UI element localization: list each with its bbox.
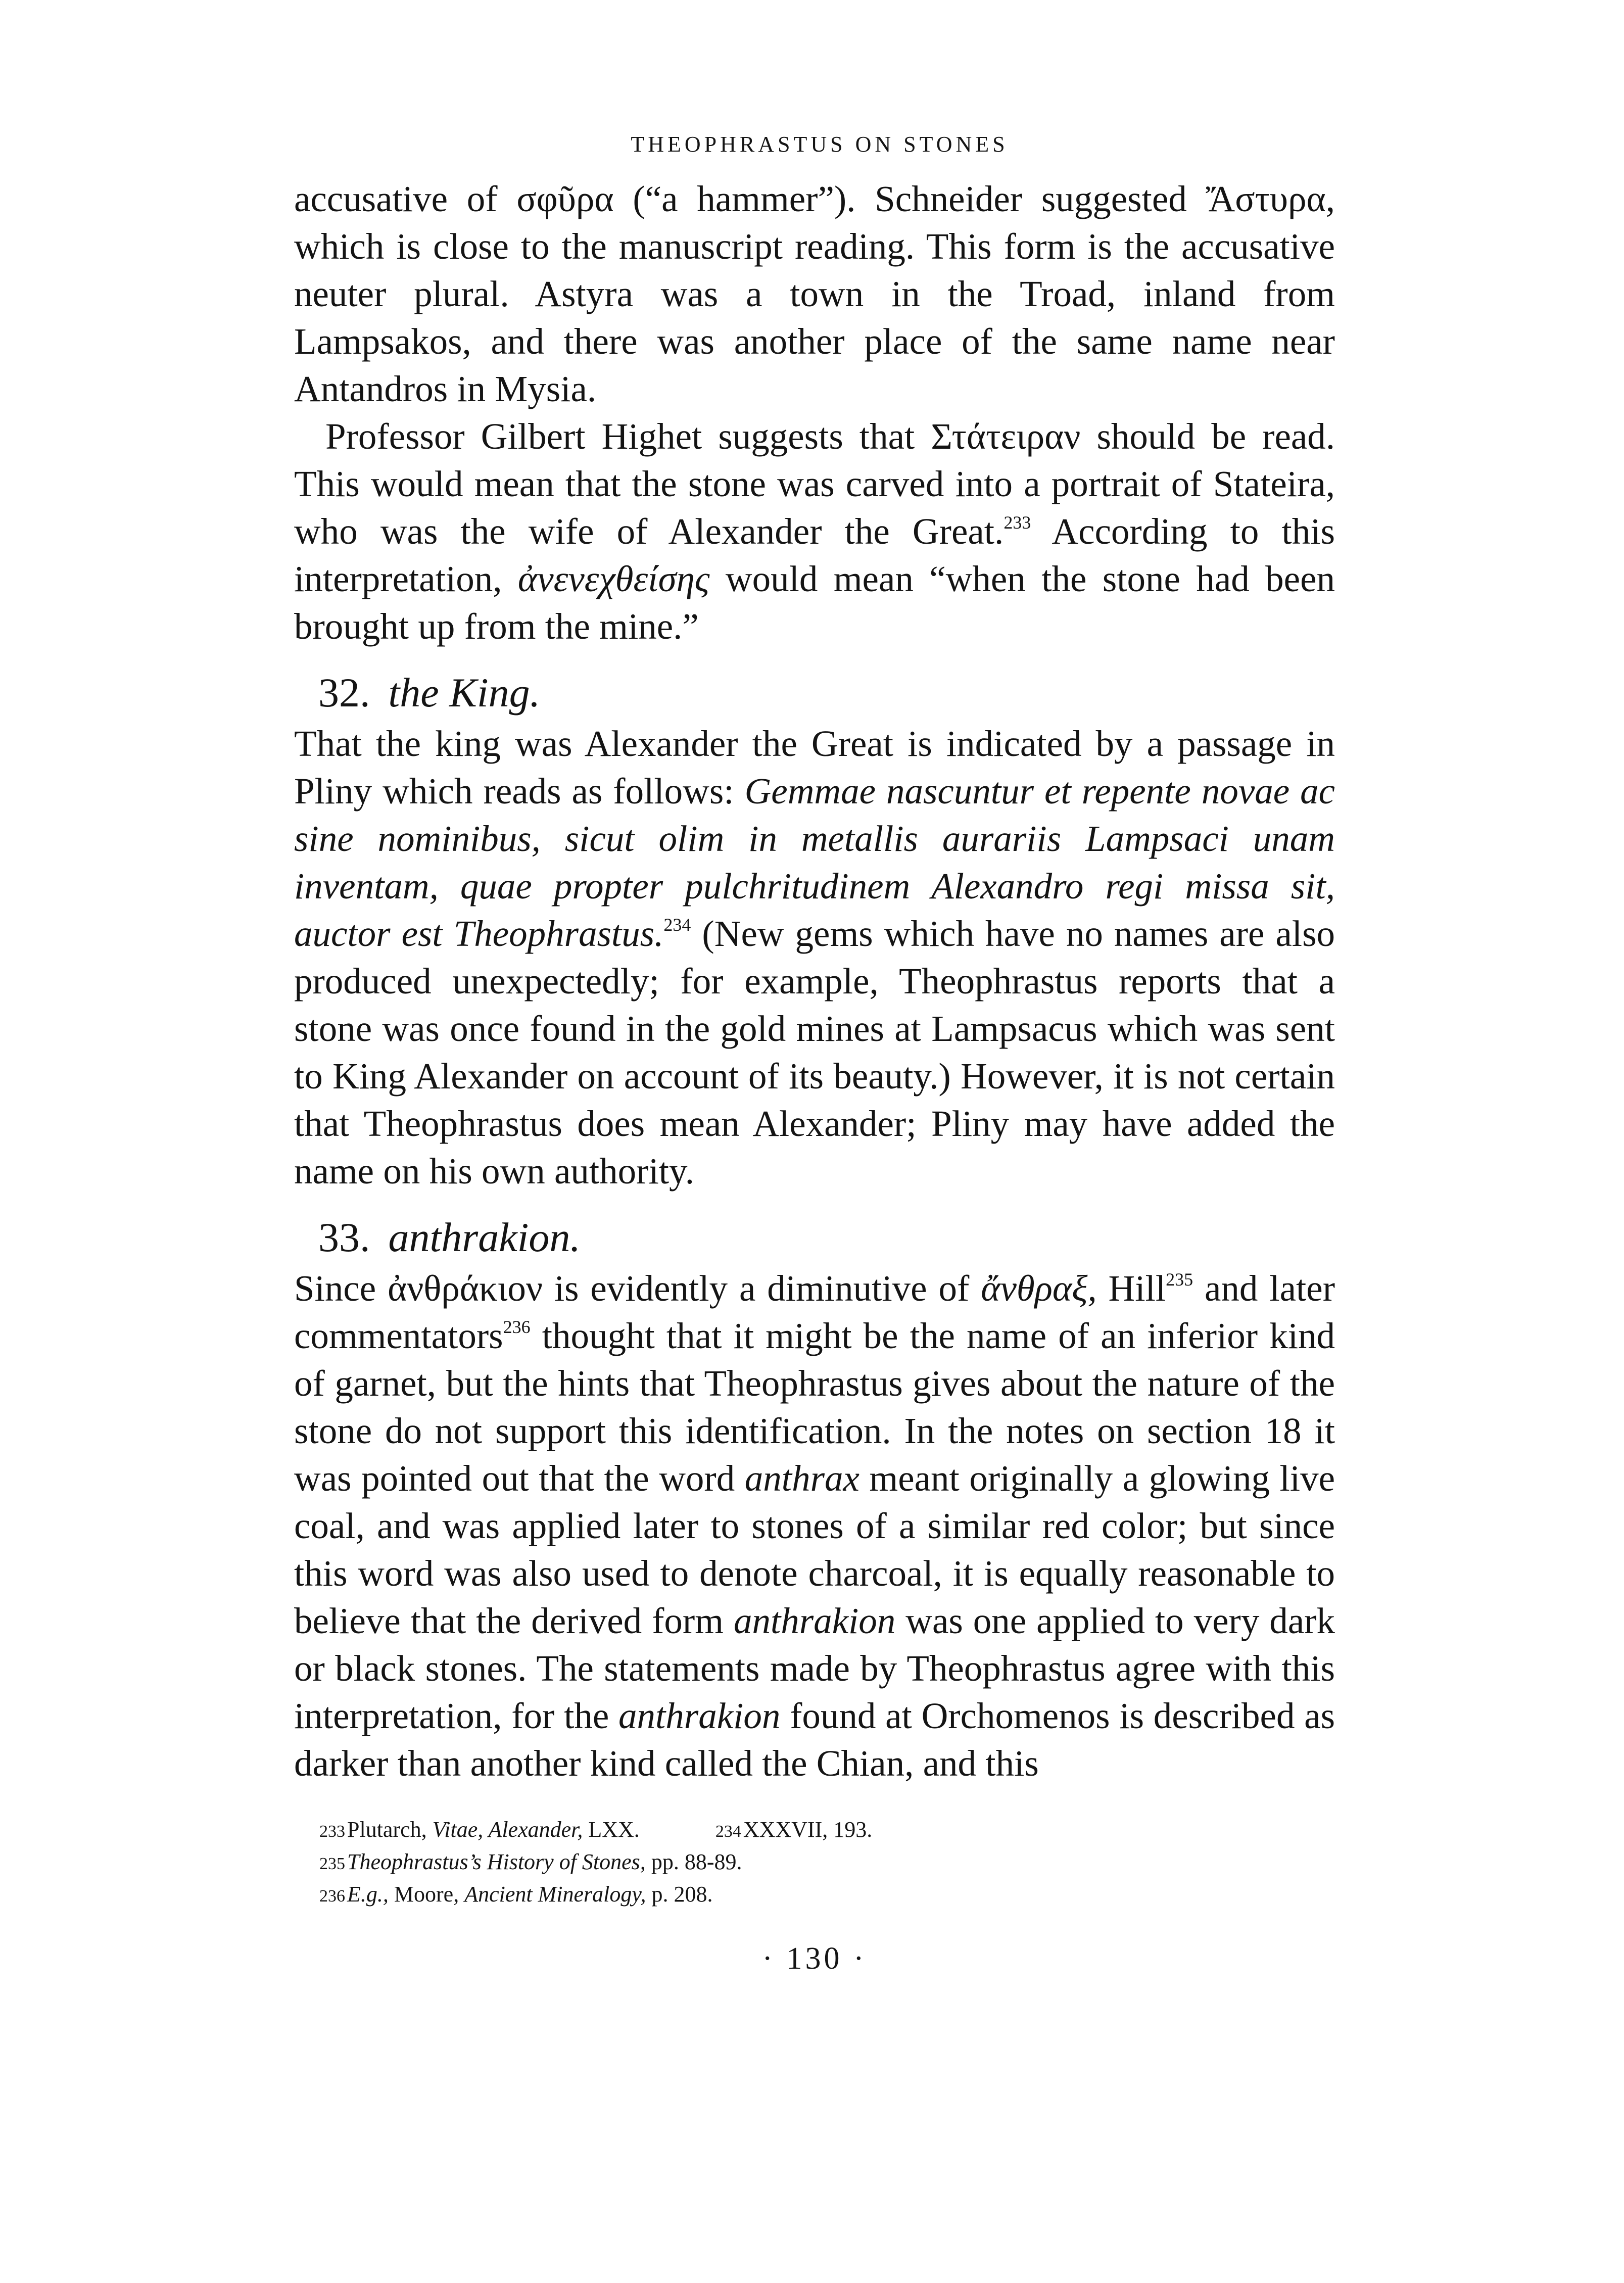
text-run: thought that it might be the name of an inferior kind of garnet, but the hints that Theophrastus gives about the nature of the stone do not support this identification. In the notes on section 18 it was pointed out that the word (294, 1315, 1335, 1499)
page-number: · 130 · (762, 1941, 867, 1976)
text-run: Professor Gilbert Highet suggests that (325, 416, 931, 457)
text-run: found at Orchomenos is described as darker than another kind called the Chian, and this (294, 1695, 1335, 1784)
text-run: should be read. This would mean that the stone was carved into a portrait of Stateira, who was the wife of Alexander the Great. (294, 416, 1335, 552)
text-run: p. 208. (646, 1882, 713, 1907)
text-run: pp. 88-89. (645, 1849, 742, 1874)
footnote-number: 235 (319, 1854, 345, 1873)
paragraph-king (294, 720, 1335, 1195)
footnote-number: 234 (715, 1822, 741, 1841)
text-run: LXX. (583, 1817, 640, 1842)
text-run: Moore, (388, 1882, 465, 1907)
text-run: XXXVII, 193. (743, 1817, 873, 1842)
footnote-number: 233 (319, 1822, 345, 1841)
section-title: anthrakion. (388, 1214, 581, 1260)
book-page (294, 131, 1335, 1977)
text-run: meant originally a glowing live coal, and was applied later to stones of a similar red color; but since this word was also used to denote charcoal, it is equally reasonable to believe that the derived form (294, 1458, 1335, 1641)
greek-word: Στάτειραν (931, 416, 1081, 457)
italic-abbrev: E.g., (347, 1882, 389, 1907)
italic-title: Vitae, Alexander, (432, 1817, 583, 1842)
footnote-ref-236[interactable]: 236 (503, 1317, 531, 1337)
section-heading-32 (318, 665, 1335, 720)
greek-word: ἄνθραξ, (981, 1268, 1097, 1309)
footnote-row (319, 1814, 1335, 1846)
greek-word: ἀνενεχθείσης (517, 558, 710, 599)
text-run: and later commentators (294, 1268, 1335, 1356)
running-head: THEOPHRASTUS ON STONES (631, 132, 1009, 157)
text-run: would mean “when the stone had been brought up from the mine.” (294, 558, 1335, 647)
footnote-number: 236 (319, 1887, 345, 1906)
footnote-233 (319, 1817, 640, 1842)
text-run: Hill (1096, 1268, 1166, 1309)
latin-quotation: Gemmae nascuntur et repente novae ac sine nominibus, sicut olim in metallis aurariis Lampsaci unam inventam, quae propter pulchritudinem Alexandro regi missa sit, auctor est Theophrastus. (294, 771, 1335, 954)
paragraph-anthrakion (294, 1265, 1335, 1787)
text-run: Plutarch, (347, 1817, 433, 1842)
italic-title: Ancient Mineralogy, (464, 1882, 646, 1907)
section-heading-33 (318, 1210, 1335, 1265)
text-run: According to this interpretation, (294, 511, 1335, 599)
text-run: (New gems which have no names are also produced unexpectedly; for example, Theophrastus reports that a stone was once found in the gold mines at Lampsacus which was sent to King Alexander on account of its beauty.) However, it is not certain that Theophrastus does mean Alexander; Pliny may have added the name on his own authority. (294, 913, 1335, 1192)
greek-word: σφῦρα (516, 178, 614, 219)
footnotes (319, 1814, 1335, 1911)
paragraph-highet (294, 413, 1335, 650)
text-run: which is close to the manuscript reading. This form is the accusative neuter plural. Astyra was a town in the Troad, inland from Lampsakos, and there was another place of the same name near Antandros in Mysia. (294, 226, 1335, 409)
text-run: That the king was Alexander the Great is indicated by a passage in Pliny which reads as follows: (294, 723, 1335, 812)
footnote-ref-233[interactable]: 233 (1004, 512, 1031, 533)
footnote-235 (319, 1846, 1335, 1878)
text-run: accusative of (294, 178, 517, 219)
footnote-236 (319, 1878, 1335, 1911)
italic-title: Theophrastus’s History of Stones, (347, 1849, 646, 1874)
section-title: the King. (388, 670, 541, 716)
greek-word: Ἄστυρα, (1206, 178, 1335, 219)
text-run: Since (294, 1268, 388, 1309)
italic-term: anthrakion (733, 1600, 896, 1641)
text-run: is evidently a diminutive of (542, 1268, 981, 1309)
italic-term: anthrakion (618, 1695, 781, 1736)
text-run: (“a hammer”). Schneider suggested (613, 178, 1206, 219)
footnote-234 (715, 1817, 872, 1842)
footnote-ref-234[interactable]: 234 (663, 915, 691, 935)
italic-term: anthrax (744, 1458, 859, 1499)
footnote-ref-235[interactable]: 235 (1166, 1269, 1193, 1290)
greek-word: ἀνθράκιον (388, 1268, 543, 1309)
text-run: was one applied to very dark or black stones. The statements made by Theophrastus agree with this interpretation, for the (294, 1600, 1335, 1736)
section-number: 33. (318, 1214, 370, 1260)
paragraph-sphura (294, 175, 1335, 413)
section-number: 32. (318, 670, 370, 716)
